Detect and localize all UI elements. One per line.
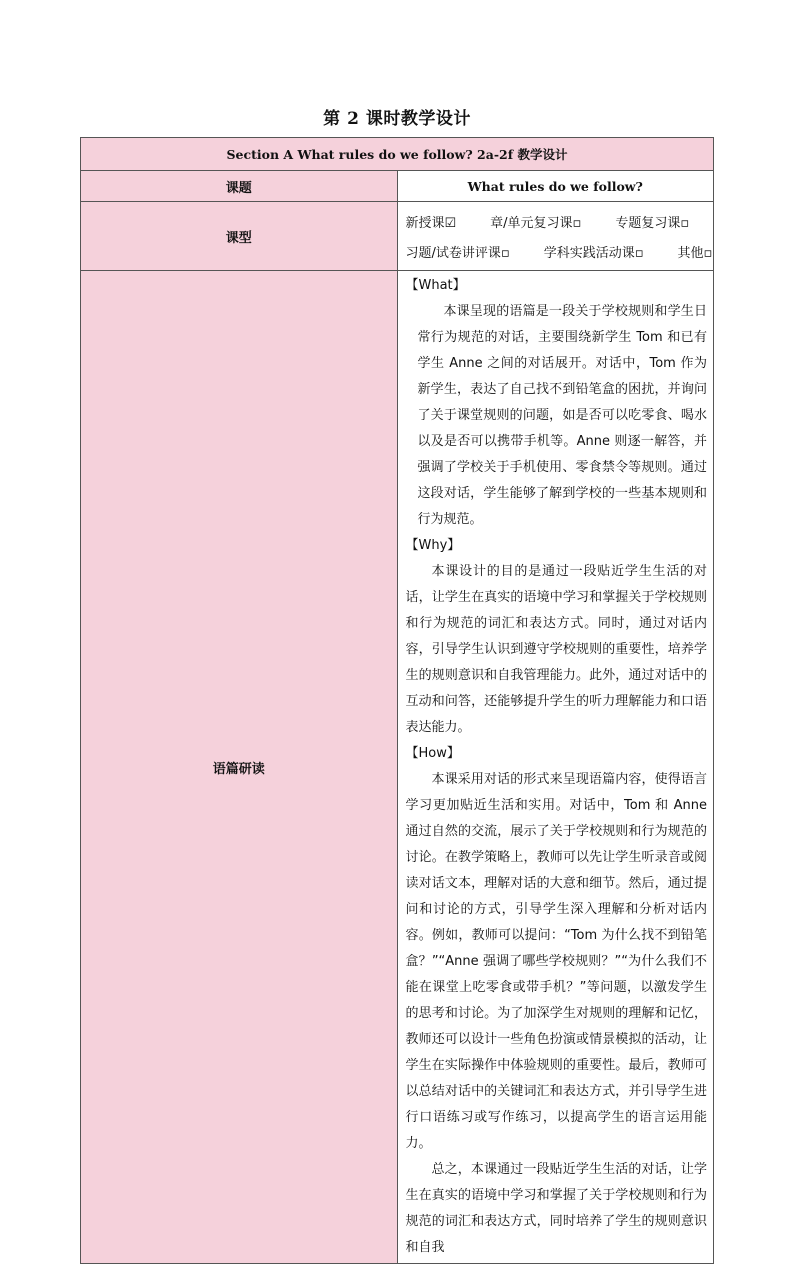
- analysis-label: 语篇研读: [81, 271, 398, 1264]
- option-other[interactable]: 其他▫: [677, 245, 713, 261]
- lesson-plan-table: [80, 137, 714, 1264]
- header-row: [81, 138, 714, 171]
- section-header: Section A What rules do we follow? 2a-2f 教学设计: [81, 138, 714, 171]
- lesson-type-row: [81, 202, 714, 271]
- analysis-row: [81, 271, 714, 1264]
- lesson-type-row-2: [405, 236, 713, 266]
- summary-text: 总之，本课通过一段贴近学生生活的对话，让学生在真实的语境中学习和掌握了关于学校规则和行为规范的词汇和表达方式，同时培养了学生的规则意识和自我: [405, 1162, 707, 1255]
- why-text: 本课设计的目的是通过一段贴近学生生活的对话，让学生在真实的语境中学习和掌握关于学校规则和行为规范的词汇和表达方式。同时，通过对话内容，引导学生认识到遵守学校规则的重要性，培养学生的规则意识和自我管理能力。此外，通过对话中的互动和问答，还能够提升学生的听力理解能力和口语表达能力。: [405, 564, 707, 735]
- analysis-content: [397, 271, 714, 1264]
- why-heading: 【Why】: [405, 538, 461, 553]
- how-text: 本课采用对话的形式来呈现语篇内容，使得语言学习更加贴近生活和实用。对话中，Tom 和 Anne 通过自然的交流，展示了关于学校规则和行为规范的讨论。在教学策略上，教师可以先让学生听录音或阅读对话文本，理解对话的大意和细节。然后，通过提问和讨论的方式，引导学生深入理解和分析对话内容。例如，教师可以提问：“Tom 为什么找不到铅笔盒？”“Anne 强调了哪些学校规则？”“为什么我们不能在课堂上吃零食或带手机？”等问题，以激发学生的思考和讨论。为了加深学生对规则的理解和记忆，教师还可以设计一些角色扮演或情景模拟的活动，让学生在实际操作中体验规则的重要性。最后，教师可以总结对话中的关键词汇和表达方式，并引导学生进行口语练习或写作练习，以提高学生的语言运用能力。: [405, 772, 707, 1151]
- page-title: 第 2 课时教学设计: [323, 109, 471, 129]
- lesson-type-options: [397, 202, 714, 271]
- option-topic-review[interactable]: 专题复习课▫: [615, 215, 690, 231]
- lesson-type-label: 课型: [81, 202, 398, 271]
- option-exercise-review[interactable]: 习题/试卷讲评课▫: [405, 245, 510, 261]
- topic-label: 课题: [81, 171, 398, 202]
- topic-value: What rules do we follow?: [397, 171, 714, 202]
- what-text: 本课呈现的语篇是一段关于学校规则和学生日常行为规范的对话，主要围绕新学生 Tom 和已有学生 Anne 之间的对话展开。对话中，Tom 作为新学生，表达了自己找不到铅笔盒的困扰，并询问了关于课堂规则的问题，如是否可以吃零食、喝水以及是否可以携带手机等。Anne 则逐一解答，并强调了学校关于手机使用、零食禁令等规则。通过这段对话，学生能够了解到学校的一些基本规则和行为规范。: [417, 304, 707, 527]
- lesson-type-row-1: [406, 206, 706, 236]
- option-new-lesson[interactable]: 新授课☑: [405, 215, 457, 231]
- what-heading: 【What】: [405, 278, 466, 293]
- option-unit-review[interactable]: 章/单元复习课▫: [490, 215, 582, 231]
- topic-row: [81, 171, 714, 202]
- option-practice-activity[interactable]: 学科实践活动课▫: [543, 245, 644, 261]
- how-heading: 【How】: [405, 746, 460, 761]
